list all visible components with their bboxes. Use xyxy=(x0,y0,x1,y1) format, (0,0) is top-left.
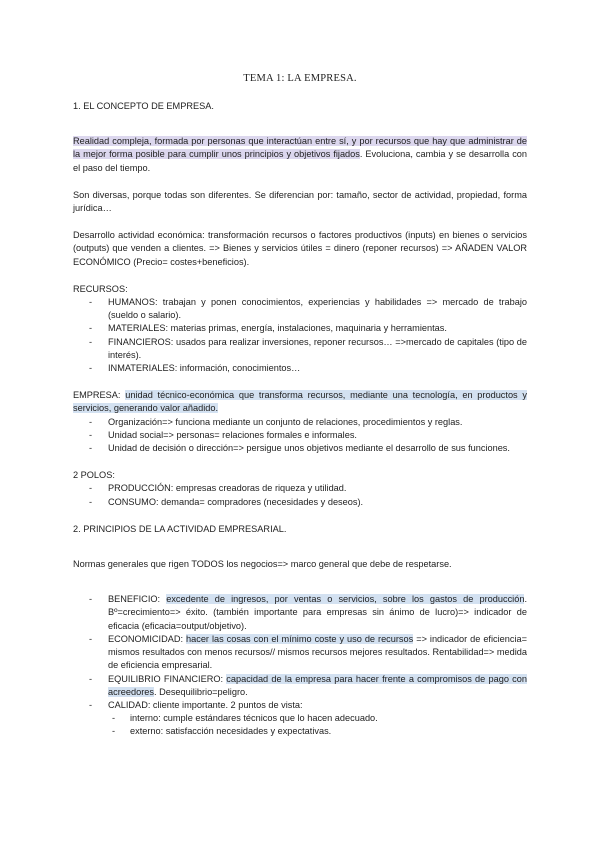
principles-list xyxy=(73,593,527,738)
list-item: - PRODUCCIÓN: empresas creadoras de riqueza y utilidad. xyxy=(73,482,527,495)
section-1-heading: 1. EL CONCEPTO DE EMPRESA. xyxy=(73,101,214,111)
list-item: - Unidad social=> personas= relaciones formales e informales. xyxy=(73,429,527,442)
beneficio-highlight: excedente de ingresos, por ventas o servicios, sobre los gastos de producción xyxy=(166,594,525,605)
principle-calidad: - CALIDAD: cliente importante. 2 puntos de vista: - interno: cumple estándares técnicos que lo hacen adecuado. - externo: satisfacción necesidades y expectativas. xyxy=(73,699,527,739)
list-item: - interno: cumple estándares técnicos que lo hacen adecuado. xyxy=(73,712,527,725)
principle-beneficio: - BENEFICIO: excedente de ingresos, por ventas o servicios, sobre los gastos de producción. Bº=crecimiento=> éxito. (también importante para empresas sin ánimo de lucro)=> indicador de eficacia (eficacia=output/objetivo). xyxy=(73,593,527,633)
definition-highlight: Realidad compleja, formada por personas que interactúan entre sí, y por recursos que hay que administrar de la mejor forma posible para cumplir unos principios y objetivos fijados xyxy=(73,136,527,160)
list-item: - MATERIALES: materias primas, energía, instalaciones, maquinaria y herramientas. xyxy=(73,322,527,335)
empresa-highlight: unidad técnico-económica que transforma recursos, mediante una tecnología, en productos y servicios, generando valor añadido. xyxy=(73,390,527,414)
recursos-heading: RECURSOS: xyxy=(73,283,128,294)
economic-activity-paragraph: Desarrollo actividad económica: transformación recursos o factores productivos (inputs) en bienes o servicios (outputs) que venden a clientes. => Bienes y servicios útiles = dinero (reponer recursos) => AÑADEN VALOR ECONÓMICO (Precio= costes+beneficios). xyxy=(73,230,527,267)
principles-intro: Normas generales que rigen TODOS los negocios=> marco general que debe de respetarse. xyxy=(73,559,452,570)
polos-heading: 2 POLOS: xyxy=(73,470,115,481)
list-item: - CONSUMO: demanda= compradores (necesidades y deseos). xyxy=(73,496,527,509)
list-item: - FINANCIEROS: usados para realizar inversiones, reponer recursos… =>mercado de capitales (tipo de interés). xyxy=(73,336,527,362)
polos-list xyxy=(73,482,527,508)
empresa-definition: EMPRESA: unidad técnico-económica que transforma recursos, mediante una tecnología, en productos y servicios, generando valor añadido. xyxy=(73,390,527,414)
list-item: - Organización=> funciona mediante un conjunto de relaciones, procedimientos y reglas. xyxy=(73,416,527,429)
principle-economicidad: - ECONOMICIDAD: hacer las cosas con el mínimo coste y uso de recursos => indicador de eficiencia= mismos resultados con menos recursos// mismos recursos mejores resultados. Rentabilidad=> medida de eficiencia empresarial. xyxy=(73,633,527,673)
section-2-heading: 2. PRINCIPIOS DE LA ACTIVIDAD EMPRESARIAL. xyxy=(73,523,287,534)
equilibrio-highlight: capacidad de la empresa para hacer frente a compromisos de pago con acreedores xyxy=(108,673,527,697)
recursos-list xyxy=(73,296,527,375)
principle-equilibrio: - EQUILIBRIO FINANCIERO: capacidad de la empresa para hacer frente a compromisos de pago con acreedores. Desequilibrio=peligro. xyxy=(73,673,527,699)
definition-paragraph: Realidad compleja, formada por personas que interactúan entre sí, y por recursos que hay que administrar de la mejor forma posible para cumplir unos principios y objetivos fijados. Evoluciona, cambia y se desarrolla con el paso del tiempo. xyxy=(73,136,528,173)
diversity-paragraph: Son diversas, porque todas son diferentes. Se diferencian por: tamaño, sector de actividad, propiedad, forma jurídica… xyxy=(73,189,527,214)
economicidad-highlight: hacer las cosas con el mínimo coste y uso de recursos xyxy=(186,633,414,644)
empresa-list xyxy=(73,416,527,456)
list-item: - externo: satisfacción necesidades y expectativas. xyxy=(73,725,527,738)
calidad-sublist xyxy=(73,712,527,738)
list-item: - HUMANOS: trabajan y ponen conocimientos, experiencias y habilidades => mercado de trabajo (sueldo o salario). xyxy=(73,296,527,322)
document-body xyxy=(73,100,527,739)
list-item: - Unidad de decisión o dirección=> persigue unos objetivos mediante el desarrollo de sus funciones. xyxy=(73,442,527,455)
document-title: TEMA 1: LA EMPRESA. xyxy=(243,73,357,84)
list-item: - INMATERIALES: información, conocimientos… xyxy=(73,362,527,375)
